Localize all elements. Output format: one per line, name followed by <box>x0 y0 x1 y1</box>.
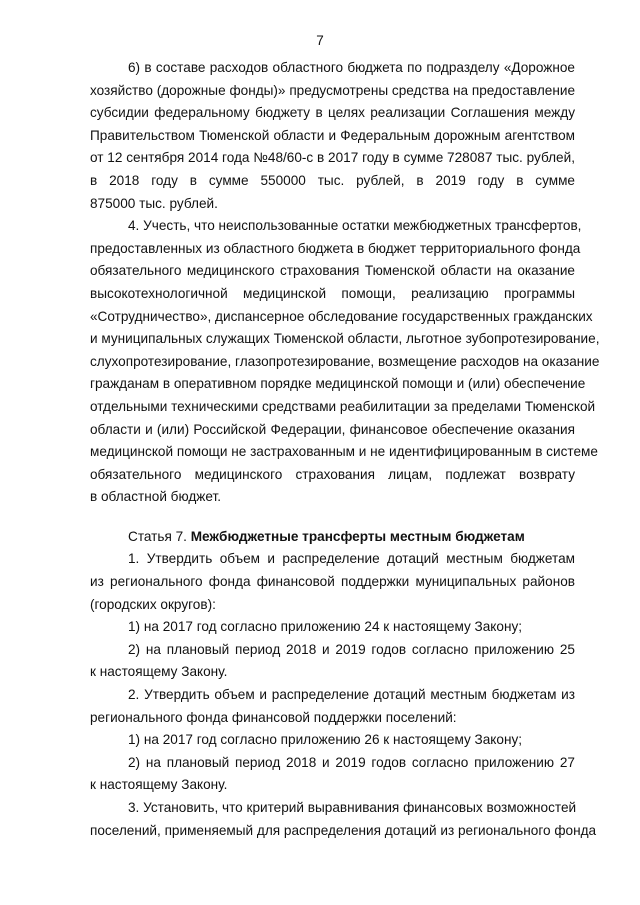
section-gap <box>90 509 575 526</box>
text-line: от 12 сентября 2014 года №48/60-с в 2017 году в сумме 728087 тыс. рублей, <box>90 150 575 166</box>
text-line: «Сотрудничество», диспансерное обследование государственных гражданских <box>90 308 593 324</box>
text-line: гражданам в оперативном порядке медицинской помощи и (или) обеспечение <box>90 376 586 392</box>
text-line: 4. Учесть, что неиспользованные остатки межбюджетных трансфертов, <box>128 218 582 234</box>
article-heading <box>90 526 575 549</box>
text-line: 875000 тыс. рублей. <box>90 195 218 211</box>
paragraphs-before-article <box>90 57 600 509</box>
text-line: отдельными техническими средствами реабилитации за пределами Тюменской <box>90 398 596 414</box>
text-line: поселений, применяемый для распределения дотаций из регионального фонда <box>90 822 597 838</box>
article-7-text <box>90 548 597 842</box>
page-number: 7 <box>316 33 324 48</box>
text-line: в областной бюджет. <box>90 489 221 505</box>
text-line: в 2018 году в сумме 550000 тыс. рублей, в 2019 году в сумме <box>90 172 575 188</box>
text-line: субсидии федеральному бюджету в целях реализации Соглашения между <box>90 105 575 121</box>
text-line: 2. Утвердить объем и распределение дотаций местным бюджетам из <box>128 687 575 703</box>
text-line: хозяйство (дорожные фонды)» предусмотрены средства на предоставление <box>90 82 575 98</box>
text-line: 1) на 2017 год согласно приложению 24 к настоящему Закону; <box>128 619 523 635</box>
text-line: (городских округов): <box>90 596 216 612</box>
text-line: слухопротезирование, глазопротезирование, возмещение расходов на оказание <box>90 353 600 369</box>
text-line: предоставленных из областного бюджета в бюджет территориального фонда <box>90 240 581 256</box>
text-line: медицинской помощи не застрахованным и не идентифицированным в системе <box>90 444 598 460</box>
text-line: из регионального фонда финансовой поддержки муниципальных районов <box>90 574 575 590</box>
text-line: 6) в составе расходов областного бюджета по подразделу «Дорожное <box>128 60 575 75</box>
text-line: 3. Установить, что критерий выравнивания финансовых возможностей <box>128 800 577 815</box>
text-line: 1. Утвердить объем и распределение дотаций местным бюджетам <box>128 551 575 567</box>
text-line: 2) на плановый период 2018 и 2019 годов согласно приложению 27 <box>128 754 575 770</box>
text-line: к настоящему Закону. <box>90 664 228 680</box>
text-line: к настоящему Закону. <box>90 777 228 793</box>
text-line: 2) на плановый период 2018 и 2019 годов согласно приложению 25 <box>128 641 575 657</box>
text-line: 1) на 2017 год согласно приложению 26 к настоящему Закону; <box>128 732 523 748</box>
text-line: Правительством Тюменской области и Федеральным дорожным агентством <box>90 127 575 143</box>
document-body <box>90 57 600 842</box>
article-title: Межбюджетные трансферты местным бюджетам <box>190 528 525 544</box>
text-line: обязательного медицинского страхования Тюменской области на оказание <box>90 263 575 279</box>
text-line: высокотехнологичной медицинской помощи, реализацию программы <box>90 285 575 301</box>
text-line: области и (или) Российской Федерации, финансовое обеспечение оказания <box>90 421 575 437</box>
article-prefix: Статья 7. <box>128 528 191 544</box>
text-line: и муниципальных служащих Тюменской области, льготное зубопротезирование, <box>90 331 600 347</box>
text-line: обязательного медицинского страхования лицам, подлежат возврату <box>90 466 575 482</box>
text-line: регионального фонда финансовой поддержки поселений: <box>90 709 457 725</box>
